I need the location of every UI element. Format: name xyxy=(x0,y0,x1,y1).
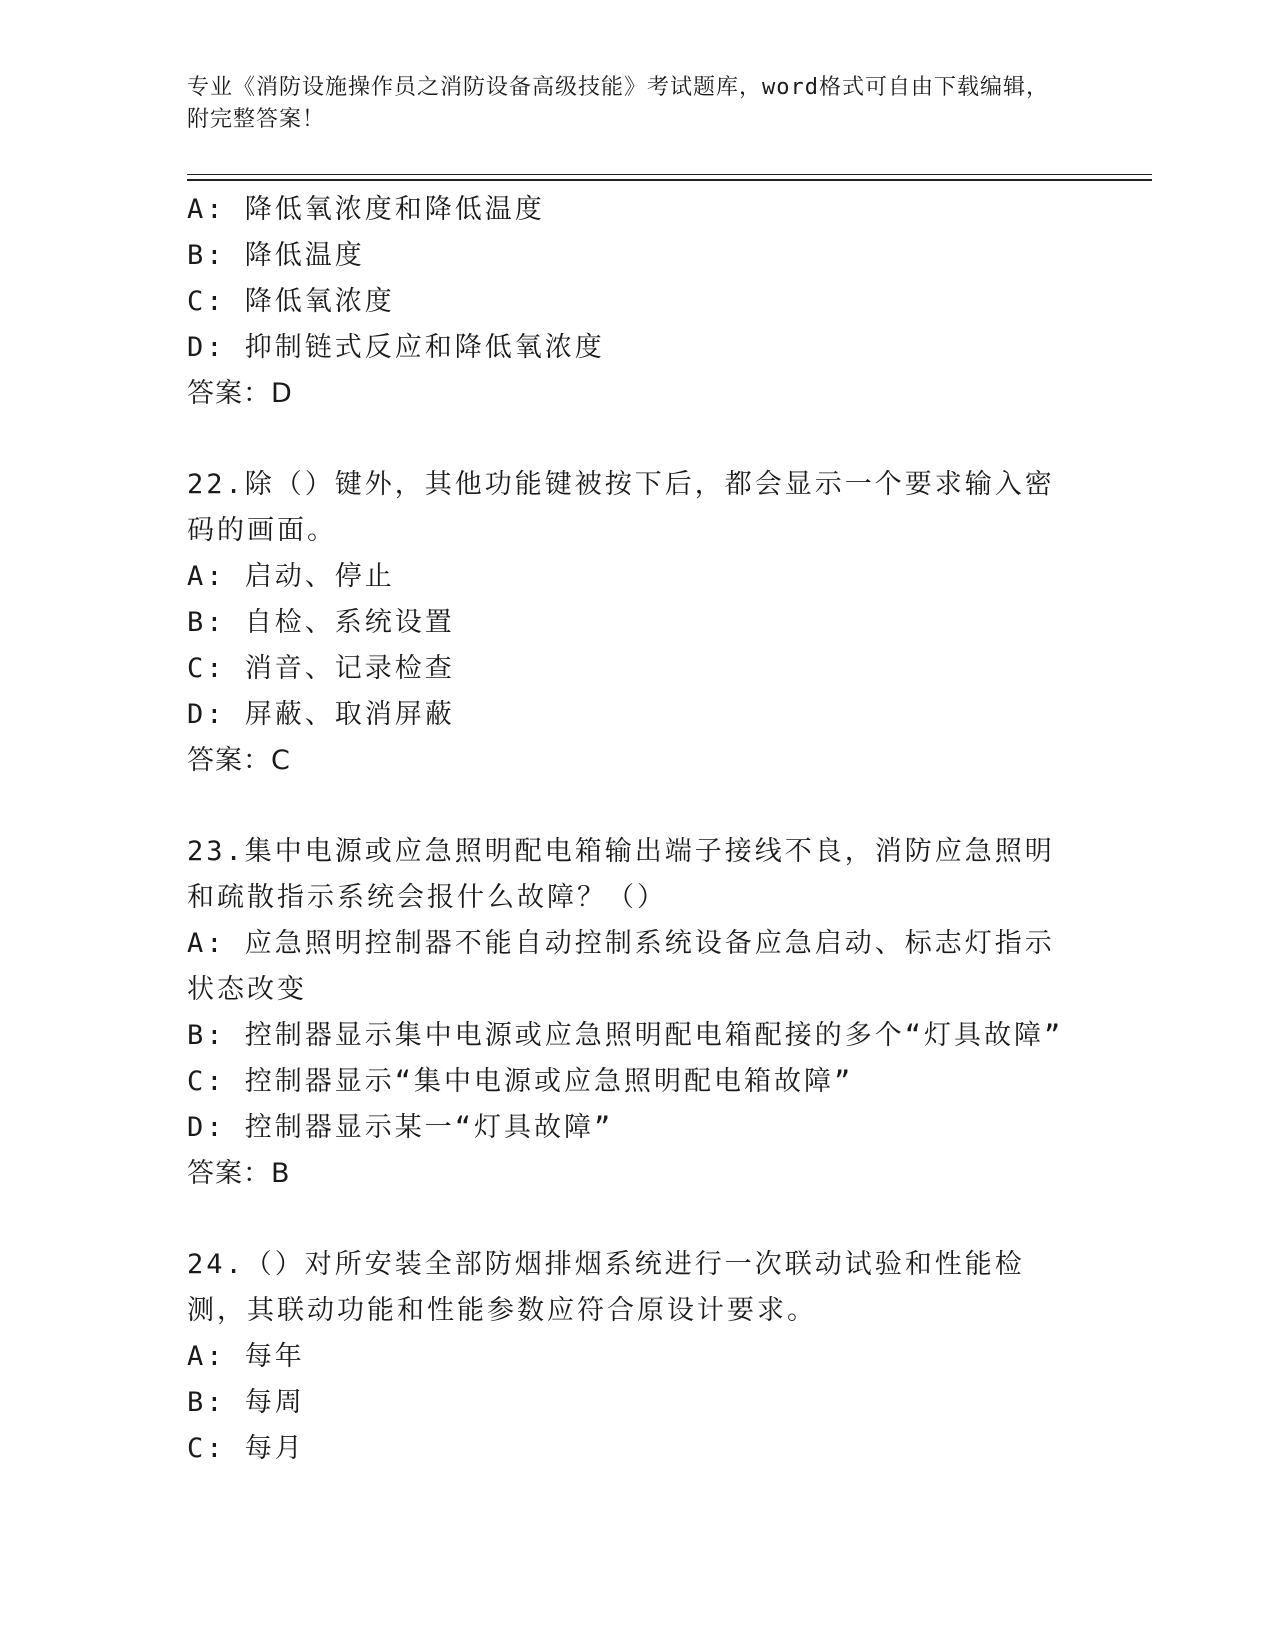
option-c: C: 降低氧浓度 xyxy=(187,286,395,317)
option-a: A: 启动、停止 xyxy=(187,561,395,592)
option-b: B: 自检、系统设置 xyxy=(187,607,455,638)
header-divider xyxy=(187,174,1152,181)
option-a: A: 应急照明控制器不能自动控制系统设备应急启动、标志灯指示状态改变 xyxy=(187,928,1055,1005)
question-24 xyxy=(187,1242,1152,1472)
document-page xyxy=(187,72,1152,1472)
option-c: C: 每月 xyxy=(187,1433,305,1464)
option-a: A: 降低氧浓度和降低温度 xyxy=(187,194,545,225)
answer-line: 答案：C xyxy=(187,745,291,776)
question-stem: 24.（）对所安装全部防烟排烟系统进行一次联动试验和性能检测，其联动功能和性能参数应符合原设计要求。 xyxy=(187,1249,1025,1326)
option-d: D: 屏蔽、取消屏蔽 xyxy=(187,699,455,730)
option-c: C: 消音、记录检查 xyxy=(187,653,455,684)
option-a: A: 每年 xyxy=(187,1341,305,1372)
document-header: 专业《消防设施操作员之消防设备高级技能》考试题库，word格式可自由下载编辑，附完整答案！ xyxy=(187,75,1049,132)
answer-line: 答案：D xyxy=(187,378,293,409)
question-21-tail xyxy=(187,187,1152,417)
question-stem: 22.除（）键外，其他功能键被按下后，都会显示一个要求输入密码的画面。 xyxy=(187,469,1055,546)
option-d: D: 控制器显示某一“灯具故障” xyxy=(187,1112,614,1143)
question-23 xyxy=(187,829,1152,1197)
option-b: B: 每周 xyxy=(187,1387,305,1418)
option-b: B: 降低温度 xyxy=(187,240,365,271)
option-d: D: 抑制链式反应和降低氧浓度 xyxy=(187,332,605,363)
option-b: B: 控制器显示集中电源或应急照明配电箱配接的多个“灯具故障” xyxy=(187,1020,1064,1051)
option-c: C: 控制器显示“集中电源或应急照明配电箱故障” xyxy=(187,1066,854,1097)
question-22 xyxy=(187,462,1152,784)
answer-line: 答案：B xyxy=(187,1158,291,1189)
question-stem: 23.集中电源或应急照明配电箱输出端子接线不良，消防应急照明和疏散指示系统会报什么故障？（） xyxy=(187,836,1055,913)
